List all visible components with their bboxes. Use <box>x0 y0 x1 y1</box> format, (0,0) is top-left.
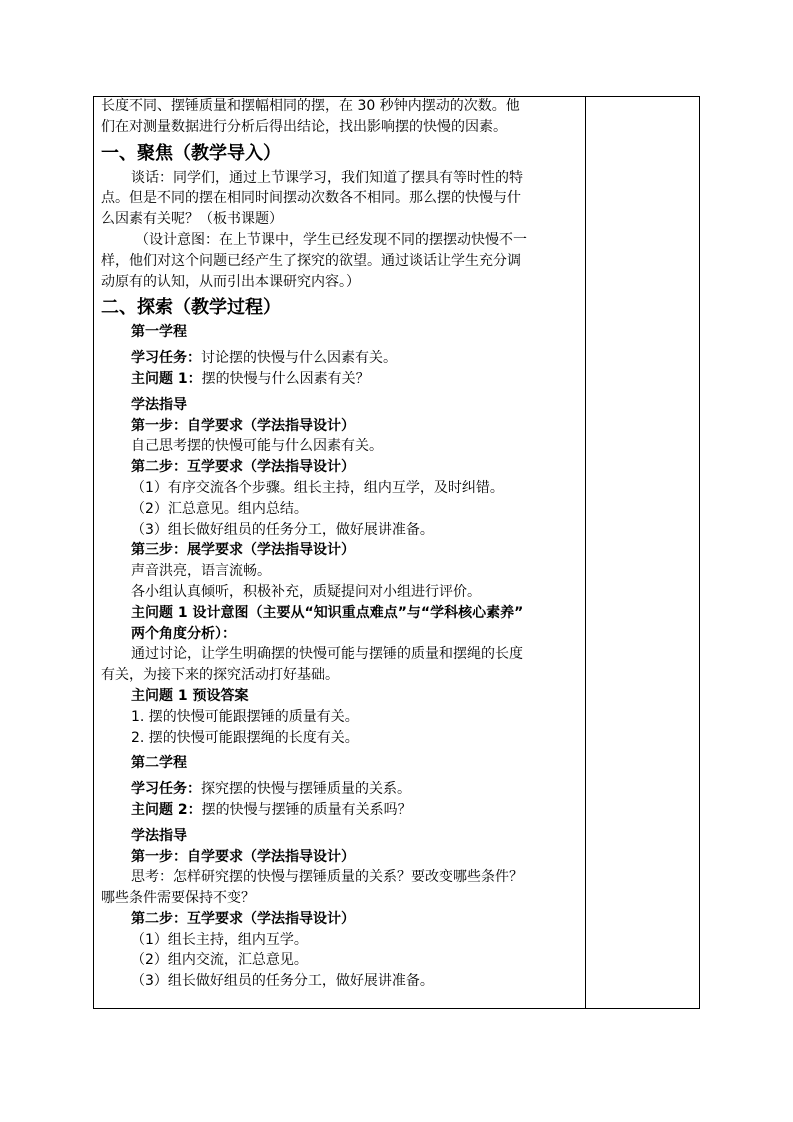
process-1-question <box>101 369 581 390</box>
p1-step-1-text: 自己思考摆的快慢可能与什么因素有关。 <box>131 438 383 455</box>
talk-line-1: 谈话：同学们，通过上节课学习，我们知道了摆具有等时性的特 <box>131 169 523 186</box>
process-2-question <box>101 800 581 821</box>
p2-step-2-title: 第二步：互学要求（学法指导设计） <box>131 910 355 927</box>
task-label: 学习任务： <box>131 350 201 367</box>
question-text: 摆的快慢与摆锤的质量有关系吗？ <box>201 801 412 818</box>
process-2-guide: 学法指导 <box>131 827 187 844</box>
question-text: 摆的快慢与什么因素有关？ <box>201 370 370 387</box>
p2-step-1-line-2: 哪些条件需要保持不变？ <box>101 890 255 907</box>
design-title-line-1: 主问题 1 设计意图（主要从“知识重点难点”与“学科核心素养” <box>131 604 524 621</box>
list-item: （3）组长做好组员的任务分工，做好展讲准备。 <box>131 973 434 990</box>
column-divider <box>585 96 586 1009</box>
talk-line-3: 么因素有关呢？（板书课题） <box>101 211 283 228</box>
answer-title: 主问题 1 预设答案 <box>131 687 249 704</box>
task-label: 学习任务： <box>131 781 201 798</box>
list-item: 声音洪亮，语言流畅。 <box>131 563 271 580</box>
p1-step-2-title: 第二步：互学要求（学法指导设计） <box>131 459 355 476</box>
intent-line-3: 动原有的认知，从而引出本课研究内容。） <box>101 273 360 290</box>
process-2-title: 第二学程 <box>131 755 187 772</box>
section-1-heading: 一、聚焦（教学导入） <box>101 142 281 164</box>
section-2-heading: 二、探索（教学过程） <box>101 297 281 319</box>
list-item: （1）组长主持，组内互学。 <box>131 931 308 948</box>
p2-step-1-line-1: 思考：怎样研究摆的快慢与摆锤质量的关系？要改变哪些条件？ <box>131 869 523 886</box>
list-item: 2. 摆的快慢可能跟摆绳的长度有关。 <box>131 729 359 746</box>
process-1-guide: 学法指导 <box>131 396 187 413</box>
p2-step-1-title: 第一步：自学要求（学法指导设计） <box>131 848 355 865</box>
list-item: （2）汇总意见。组内总结。 <box>131 500 308 517</box>
intent-line-2: 样，他们对这个问题已经产生了探究的欲望。通过谈话让学生充分调 <box>101 252 521 269</box>
question-label: 主问题 1： <box>131 370 202 387</box>
list-item: （1）有序交流各个步骤。组长主持，组内互学，及时纠错。 <box>131 479 504 496</box>
process-1-title: 第一学程 <box>131 324 187 341</box>
p1-step-1-title: 第一步：自学要求（学法指导设计） <box>131 417 355 434</box>
task-text: 讨论摆的快慢与什么因素有关。 <box>201 350 397 367</box>
intent-line-1: （设计意图：在上节课中，学生已经发现不同的摆摆动快慢不一 <box>135 231 527 248</box>
design-text-line-2: 有关，为接下来的探究活动打好基础。 <box>101 667 339 684</box>
process-2-task <box>101 779 581 800</box>
design-title-line-2: 两个角度分析）： <box>131 625 236 642</box>
list-item: 各小组认真倾听，积极补充，质疑提问对小组进行评价。 <box>131 583 481 600</box>
list-item: （2）组内交流，汇总意见。 <box>131 952 308 969</box>
design-text-line-1: 通过讨论，让学生明确摆的快慢可能与摆锤的质量和摆绳的长度 <box>131 646 523 663</box>
list-item: （3）组长做好组员的任务分工，做好展讲准备。 <box>131 521 434 538</box>
task-text: 探究摆的快慢与摆锤质量的关系。 <box>201 781 411 798</box>
intro-line-2: 们在对测量数据进行分析后得出结论，找出影响摆的快慢的因素。 <box>101 118 507 135</box>
process-1-task <box>101 348 581 369</box>
talk-line-2: 点。但是不同的摆在相同时间摆动次数各不相同。那么摆的快慢与什 <box>101 190 521 207</box>
question-label: 主问题 2： <box>131 801 202 818</box>
p1-step-3-title: 第三步：展学要求（学法指导设计） <box>131 542 355 559</box>
intro-line-1: 长度不同、摆锤质量和摆幅相同的摆，在 30 秒钟内摆动的次数。他 <box>101 98 520 114</box>
list-item: 1. 摆的快慢可能跟摆锤的质量有关。 <box>131 708 359 725</box>
lesson-content <box>101 96 581 992</box>
